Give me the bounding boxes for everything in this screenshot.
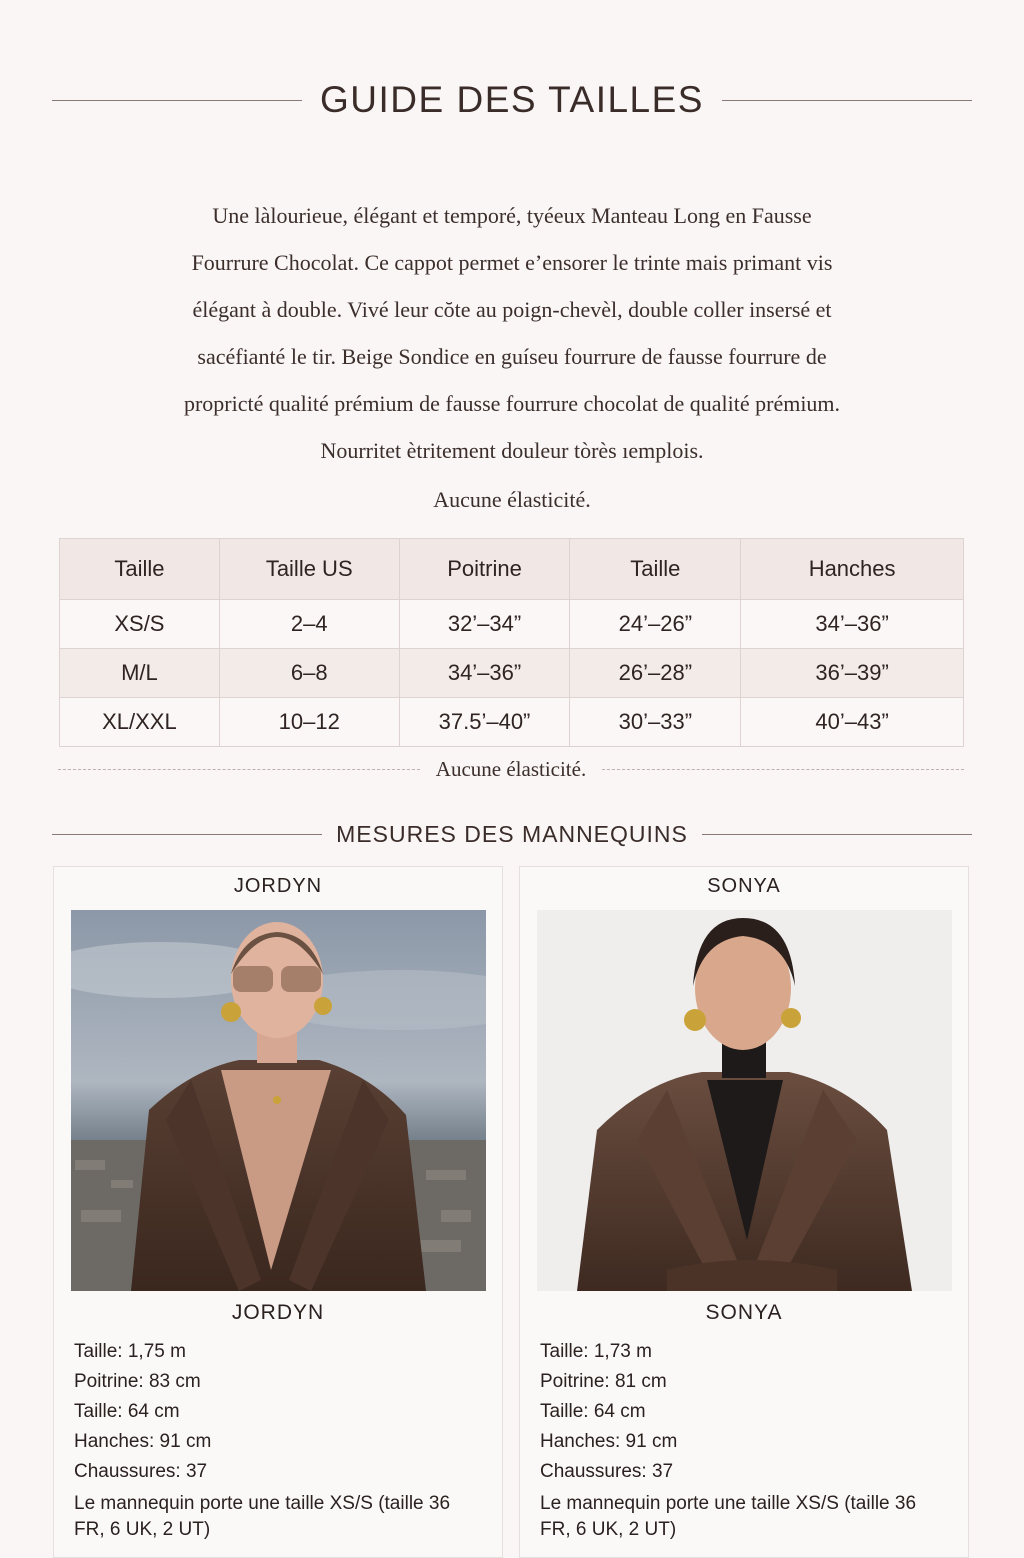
dashed-rule-right xyxy=(602,769,964,770)
table-cell: 37.5’–40” xyxy=(399,698,570,747)
model-name-bottom: JORDYN xyxy=(231,1301,325,1324)
table-cell: 36’–39” xyxy=(741,649,964,698)
table-row xyxy=(60,649,964,698)
model-name-top: JORDYN xyxy=(233,875,323,897)
page-title: GUIDE DES TAILLES xyxy=(320,79,704,120)
header-cell: Taille xyxy=(570,539,741,600)
table-row xyxy=(60,698,964,747)
model-stats-sonya xyxy=(540,1337,950,1543)
table-note-row xyxy=(58,754,964,784)
stat-shoes: Chaussures: 37 xyxy=(74,1461,208,1482)
model-name-bottom: SONYA xyxy=(705,1301,783,1324)
table-cell: 2–4 xyxy=(219,600,399,649)
stat-waist: Taille: 64 cm xyxy=(74,1401,180,1422)
elasticity-text: Aucune élasticité. xyxy=(433,487,591,512)
models-heading-row xyxy=(52,816,972,852)
models-heading: MESURES DES MANNEQUINS xyxy=(336,820,688,847)
stat-hips: Hanches: 91 cm xyxy=(74,1431,212,1452)
model-stats-jordyn xyxy=(74,1337,484,1543)
table-cell: 24’–26” xyxy=(570,600,741,649)
description-line: propricté qualité prémium de fausse fourrure chocolat de qualité prémium. xyxy=(183,391,841,416)
table-cell: 6–8 xyxy=(219,649,399,698)
title-rule-left xyxy=(52,100,302,101)
description-line: élégant à double. Vivé leur cŏte au poign-chevèl, double coller insersé et xyxy=(192,297,832,322)
stat-hips: Hanches: 91 cm xyxy=(540,1431,678,1452)
description-line: Nourritet ètritement douleur tòrès ıemplois. xyxy=(320,438,704,463)
header-cell: Taille US xyxy=(219,539,399,600)
model-photo-sonya xyxy=(537,910,952,1291)
stat-bust: Poitrine: 81 cm xyxy=(540,1371,667,1392)
description-line: Une làlourieue, élégant et temporé, tyéeux Manteau Long en Fausse xyxy=(212,203,812,228)
description-line: sacéfianté le tir. Beige Sondice en guíseu fourrure de fausse fourrure de xyxy=(197,344,827,369)
stat-height: Taille: 1,75 m xyxy=(74,1341,186,1362)
table-cell: 40’–43” xyxy=(741,698,964,747)
title-row xyxy=(52,74,972,126)
stat-waist: Taille: 64 cm xyxy=(540,1401,646,1422)
table-cell: 26’–28” xyxy=(570,649,741,698)
table-cell: 34’–36” xyxy=(741,600,964,649)
header-cell: Poitrine xyxy=(399,539,570,600)
table-cell: XS/S xyxy=(60,600,220,649)
models-rule-right xyxy=(702,834,972,835)
models-rule-left xyxy=(52,834,322,835)
table-cell: 30’–33” xyxy=(570,698,741,747)
table-note: Aucune élasticité. xyxy=(435,756,587,781)
table-header-row xyxy=(60,539,964,600)
table-cell: XL/XXL xyxy=(60,698,220,747)
stat-wearing: Le mannequin porte une taille XS/S (taille 36 FR, 6 UK, 2 UT) xyxy=(540,1493,917,1540)
model-name-top: SONYA xyxy=(707,875,781,897)
table-cell: 32’–34” xyxy=(399,600,570,649)
model-photo-jordyn xyxy=(71,910,486,1291)
header-cell: Taille xyxy=(60,539,220,600)
description-line: Fourrure Chocolat. Ce cappot permet e’ensorer le trinte mais primant vis xyxy=(191,250,833,275)
stat-shoes: Chaussures: 37 xyxy=(540,1461,674,1482)
size-table xyxy=(59,538,964,747)
table-row xyxy=(60,600,964,649)
product-description xyxy=(60,192,964,523)
stat-wearing: Le mannequin porte une taille XS/S (taille 36 FR, 6 UK, 2 UT) xyxy=(74,1493,451,1540)
model-card-sonya xyxy=(519,866,969,1558)
table-cell: 34’–36” xyxy=(399,649,570,698)
title-rule-right xyxy=(722,100,972,101)
table-cell: M/L xyxy=(60,649,220,698)
stat-height: Taille: 1,73 m xyxy=(540,1341,652,1362)
stat-bust: Poitrine: 83 cm xyxy=(74,1371,201,1392)
table-cell: 10–12 xyxy=(219,698,399,747)
header-cell: Hanches xyxy=(741,539,964,600)
dashed-rule-left xyxy=(58,769,420,770)
model-card-jordyn xyxy=(53,866,503,1558)
